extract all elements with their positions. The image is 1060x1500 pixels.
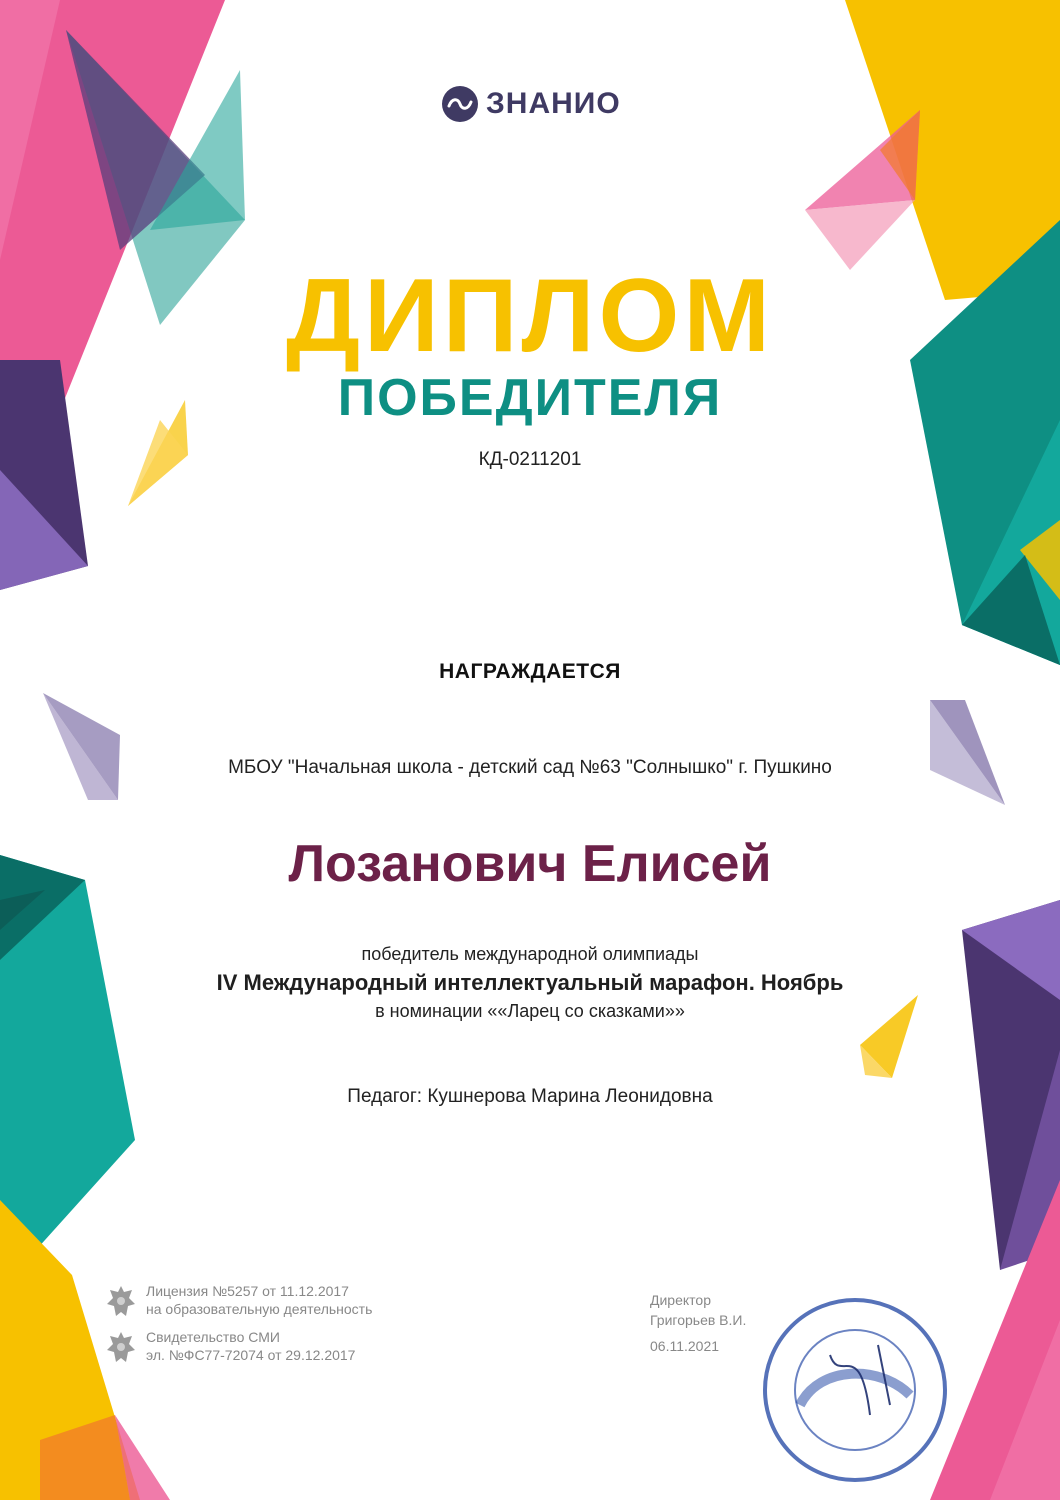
media-line-1: Свидетельство СМИ (146, 1329, 280, 1345)
diploma-title: ДИПЛОМ (285, 258, 775, 374)
company-stamp-icon (760, 1295, 950, 1485)
russian-emblem-icon (104, 1328, 138, 1366)
license-line-1: Лицензия №5257 от 11.12.2017 (146, 1283, 349, 1299)
media-line-2: эл. №ФС77-72074 от 29.12.2017 (146, 1347, 356, 1363)
awarded-label: НАГРАЖДАЕТСЯ (439, 660, 621, 683)
license-info (146, 1282, 372, 1318)
brand-logo (440, 84, 621, 124)
media-certificate-info (146, 1328, 355, 1364)
recipient-name: Лозанович Елисей (288, 835, 772, 893)
license-line-2: на образовательную деятельность (146, 1301, 373, 1317)
issue-date: 06.11.2021 (650, 1338, 720, 1354)
diploma-subtitle: ПОБЕДИТЕЛЯ (337, 369, 723, 427)
director-title: Директор (650, 1292, 711, 1308)
director-name: Григорьев В.И. (650, 1312, 747, 1328)
nomination-line: в номинации ««Ларец со сказками»» (375, 1001, 685, 1021)
school-name: МБОУ "Начальная школа - детский сад №63 "Солнышко" г. Пушкино (228, 757, 832, 778)
znanio-logo-icon (440, 84, 480, 124)
diploma-code: КД-0211201 (478, 449, 582, 470)
winner-line: победитель международной олимпиады (361, 944, 699, 964)
russian-emblem-icon (104, 1282, 138, 1320)
brand-name: ЗНАНИО (486, 87, 621, 120)
event-title: IV Международный интеллектуальный марафон. Ноябрь (216, 970, 844, 995)
director-info (650, 1290, 746, 1330)
teacher-line: Педагог: Кушнерова Марина Леонидовна (347, 1086, 713, 1107)
